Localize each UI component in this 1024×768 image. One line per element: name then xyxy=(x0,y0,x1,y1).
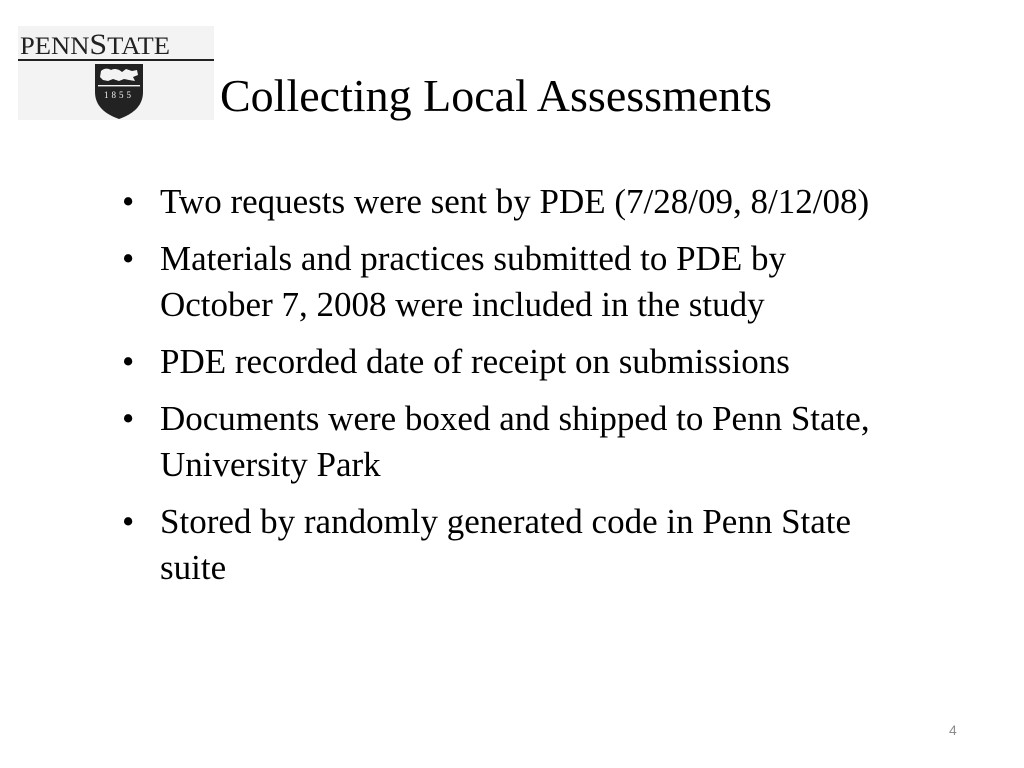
bullet-text: Documents were boxed and shipped to Penn State, University Park xyxy=(160,399,870,484)
bullet-item xyxy=(116,179,896,225)
bullet-dot-icon: • xyxy=(122,399,135,438)
bullet-item xyxy=(116,236,896,328)
logo-wordmark-part-2: S xyxy=(89,28,107,58)
bullet-dot-icon: • xyxy=(122,239,135,278)
bullet-list xyxy=(116,179,896,602)
logo-wordmark xyxy=(18,28,214,58)
logo-year: 1855 xyxy=(104,90,134,100)
logo-wordmark-text xyxy=(20,28,170,58)
logo-wordmark-part-1: PENN xyxy=(20,33,86,58)
logo-divider xyxy=(18,59,214,61)
bullet-item xyxy=(116,499,896,591)
logo-wordmark-part-3: TATE xyxy=(107,33,167,58)
bullet-dot-icon: • xyxy=(122,342,135,381)
bullet-item xyxy=(116,396,896,488)
slide-title: Collecting Local Assessments xyxy=(220,70,772,121)
page-number: 4 xyxy=(949,722,957,738)
bullet-text: Materials and practices submitted to PDE by October 7, 2008 were included in the study xyxy=(160,239,786,324)
bullet-text: Stored by randomly generated code in Penn State suite xyxy=(160,502,852,587)
bullet-text: PDE recorded date of receipt on submissions xyxy=(160,342,790,381)
nittany-lion-shield-icon xyxy=(93,62,145,120)
penn-state-logo xyxy=(18,26,214,120)
bullet-dot-icon: • xyxy=(122,502,135,541)
bullet-item xyxy=(116,339,896,385)
bullet-text: Two requests were sent by PDE (7/28/09, 8/12/08) xyxy=(160,182,870,221)
bullet-dot-icon: • xyxy=(122,182,135,221)
